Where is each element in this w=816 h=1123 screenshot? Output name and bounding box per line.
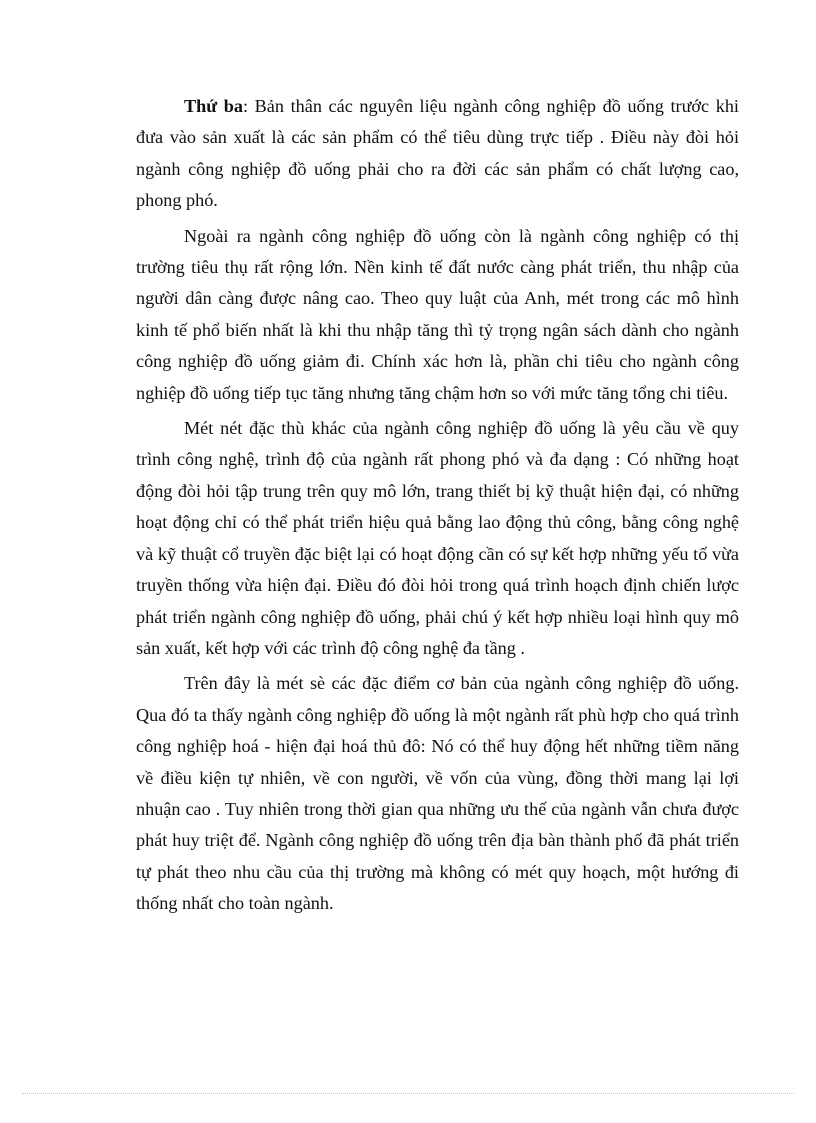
paragraph-summary <box>136 668 739 919</box>
paragraph-text: : Bản thân các nguyên liệu ngành công nghiệp đồ uống trước khi đưa vào sản xuất là các sản phẩm có thể tiêu dùng trực tiếp . Điều này đòi hỏi ngành công nghiệp đồ uống phải cho ra đời các sản phẩm có chất lượng cao, phong phó. <box>136 96 739 211</box>
paragraph-technology <box>136 413 739 664</box>
page-bottom-divider <box>22 1093 794 1094</box>
paragraph-thu-ba <box>136 91 739 217</box>
paragraph-text: Trên đây là mét sè các đặc điểm cơ bản của ngành công nghiệp đồ uống. Qua đó ta thấy ngành công nghiệp đồ uống là một ngành rất phù hợp cho quá trình công nghiệp hoá - hiện đại hoá thủ đô: Nó có thể huy động hết những tiềm năng về điều kiện tự nhiên, về con người, về vốn của vùng, đồng thời mang lại lợi nhuận cao . Tuy nhiên trong thời gian qua những ưu thế của ngành vẫn chưa được phát huy triệt để. Ngành công nghiệp đồ uống trên địa bàn thành phố đã phát triển tự phát theo nhu cầu của thị trường mà không có mét quy hoạch, một hướng đi thống nhất cho toàn ngành. <box>136 673 739 914</box>
paragraph-text: Ngoài ra ngành công nghiệp đồ uống còn là ngành công nghiệp có thị trường tiêu thụ rất rộng lớn. Nền kinh tế đất nước càng phát triển, thu nhập của người dân càng được nâng cao. Theo quy luật của Anh, mét trong các mô hình kinh tế phổ biến nhất là khi thu nhập tăng thì tỷ trọng ngân sách dành cho ngành công nghiệp đồ uống giảm đi. Chính xác hơn là, phần chi tiêu cho ngành công nghiệp đồ uống tiếp tục tăng nhưng tăng chậm hơn so với mức tăng tổng chi tiêu. <box>136 225 739 403</box>
paragraph-market <box>136 221 739 409</box>
paragraph-lead-heading: Thứ ba <box>184 96 243 116</box>
paragraph-text: Mét nét đặc thù khác của ngành công nghiệp đồ uống là yêu cầu về quy trình công nghệ, trình độ của ngành rất phong phó và đa dạng : Có những hoạt động đòi hỏi tập trung trên quy mô lớn, trang thiết bị kỹ thuật hiện đại, có những hoạt động chỉ có thể phát triển hiệu quả bằng lao động thủ công, bằng công nghệ và kỹ thuật cổ truyền đặc biệt lại có hoạt động cần có sự kết hợp những yếu tố vừa truyền thống vừa hiện đại. Điều đó đòi hỏi trong quá trình hoạch định chiến lược phát triển ngành công nghiệp đồ uống, phải chú ý kết hợp nhiều loại hình quy mô sản xuất, kết hợp với các trình độ công nghệ đa tầng . <box>136 418 739 658</box>
document-body <box>136 91 739 924</box>
